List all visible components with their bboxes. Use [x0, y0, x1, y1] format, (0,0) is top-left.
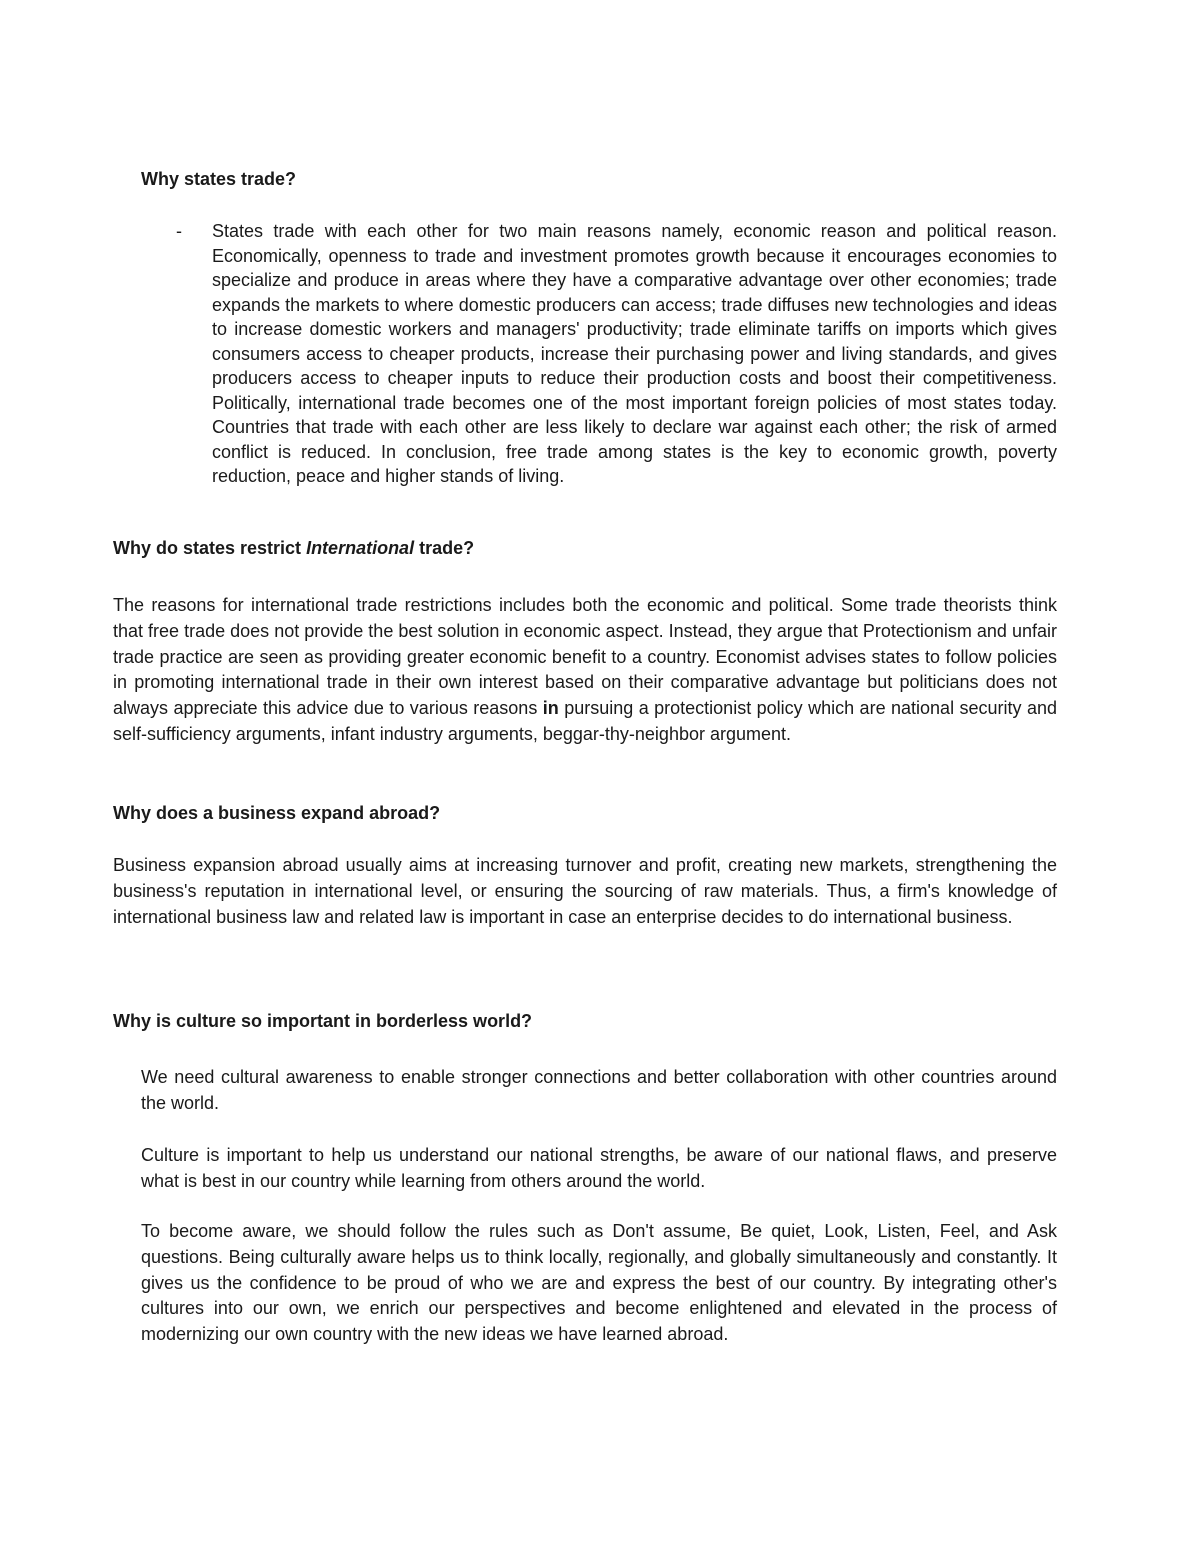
paragraph-culture-1: We need cultural awareness to enable stronger connections and better collaboration with other countries around the world. — [141, 1067, 1057, 1113]
paragraph-text: The reasons for international trade restrictions includes both the economic and political. Some trade theorists think that free trade does not provide the best solution in economic aspect. Instead, they argue that Protectionism and unfair trade practice are seen as providing greater economic benefit to a country. Economist advises states to follow policies in promoting international trade in their own interest based on their comparative advantage but politicians does not always appreciate this advice due to various reasons — [113, 595, 1057, 719]
paragraph-why-states-trade: States trade with each other for two main reasons namely, economic reason and political reason. Economically, openness to trade and investment promotes growth because it encourages economies to specialize and produce in areas where they have a comparative advantage over other economies; trade expands the markets to where domestic producers can access; trade diffuses new technologies and ideas to increase domestic workers and managers' productivity; trade eliminate tariffs on imports which gives consumers access to cheaper products, increase their purchasing power and living standards, and gives producers access to cheaper inputs to reduce their production costs and boost their competitiveness. Politically, international trade becomes one of the most important foreign policies of most states today. Countries that trade with each other are less likely to declare war against each other; the risk of armed conflict is reduced. In conclusion, free trade among states is the key to economic growth, poverty reduction, peace and higher stands of living. — [212, 221, 1057, 486]
paragraph-culture-2: Culture is important to help us understand our national strengths, be aware of our national flaws, and preserve what is best in our country while learning from others around the world. — [141, 1145, 1057, 1191]
paragraph-why-business-expand: Business expansion abroad usually aims at increasing turnover and profit, creating new markets, strengthening the business's reputation in international level, or ensuring the sourcing of raw materials. Thus, a firm's knowledge of international business law and related law is important in case an enterprise decides to do international business. — [113, 855, 1057, 927]
bullet-marker: - — [176, 221, 182, 241]
heading-why-restrict-trade — [113, 536, 474, 560]
heading-italic-word: International — [306, 538, 415, 558]
heading-why-business-expand: Why does a business expand abroad? — [113, 803, 441, 823]
heading-part: Why do states restrict — [113, 538, 307, 558]
bold-word: in — [542, 698, 559, 719]
heading-why-culture-important: Why is culture so important in borderless world? — [113, 1011, 533, 1031]
heading-why-states-trade: Why states trade? — [141, 169, 297, 189]
paragraph-text: pursuing a protectionist policy which are national security and self-sufficiency arguments, infant industry arguments, beggar-thy-neighbor argument. — [113, 698, 1057, 744]
heading-part: trade? — [414, 538, 475, 558]
paragraph-culture-3: To become aware, we should follow the rules such as Don't assume, Be quiet, Look, Listen, Feel, and Ask questions. Being culturally aware helps us to think locally, regionally, and globally simultaneously and constantly. It gives us the confidence to be proud of who we are and express the best of our country. By integrating other's cultures into our own, we enrich our perspectives and become enlightened and elevated in the process of modernizing our own country with the new ideas we have learned abroad. — [141, 1221, 1057, 1345]
paragraph-why-restrict-trade — [113, 593, 1057, 748]
